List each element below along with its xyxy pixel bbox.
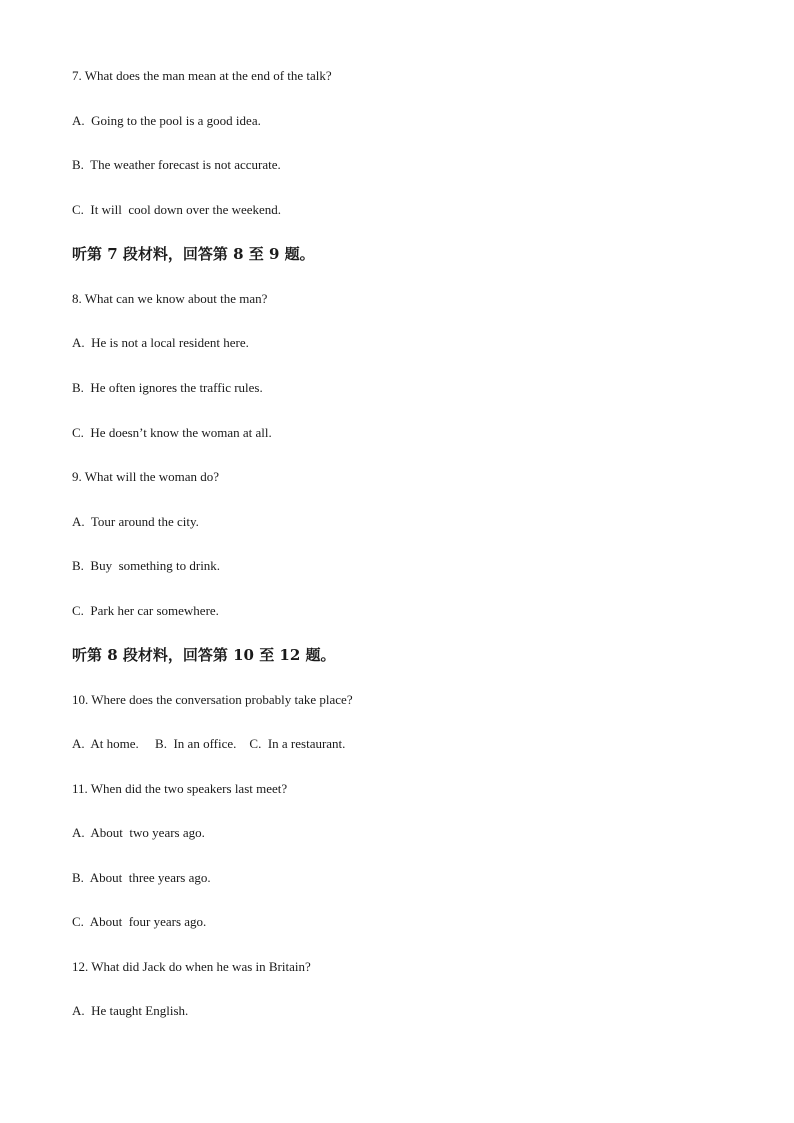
question-9-option-a: A. Tour around the city. [72, 514, 199, 529]
question-8: 8. What can we know about the man? [72, 291, 268, 306]
question-12: 12. What did Jack do when he was in Britain? [72, 959, 311, 974]
passage-8-heading: 听第 8 段材料，回答第 10 至 12 题。 [72, 646, 336, 664]
question-9-option-b: B. Buy something to drink. [72, 558, 221, 573]
question-8-option-c: C. He doesn’t know the woman at all. [72, 425, 272, 440]
question-7-option-a: A. Going to the pool is a good idea. [72, 113, 261, 128]
question-7-option-b: B. The weather forecast is not accurate. [72, 157, 281, 172]
question-7: 7. What does the man mean at the end of the talk? [72, 68, 332, 83]
question-8-option-a: A. He is not a local resident here. [72, 335, 249, 350]
question-11: 11. When did the two speakers last meet? [72, 781, 288, 796]
question-11-option-a: A. About two years ago. [72, 825, 205, 840]
question-8-option-b: B. He often ignores the traffic rules. [72, 380, 263, 395]
question-10-options: A. At home. B. In an office. C. In a restaurant. [72, 736, 346, 751]
question-7-option-c: C. It will cool down over the weekend. [72, 202, 282, 217]
question-11-option-c: C. About four years ago. [72, 914, 207, 929]
question-12-option-a: A. He taught English. [72, 1003, 189, 1018]
question-10: 10. Where does the conversation probably take place? [72, 692, 353, 707]
question-11-option-b: B. About three years ago. [72, 870, 211, 885]
passage-7-heading: 听第 7 段材料，回答第 8 至 9 题。 [72, 245, 315, 263]
question-9: 9. What will the woman do? [72, 469, 220, 484]
question-9-option-c: C. Park her car somewhere. [72, 603, 219, 618]
